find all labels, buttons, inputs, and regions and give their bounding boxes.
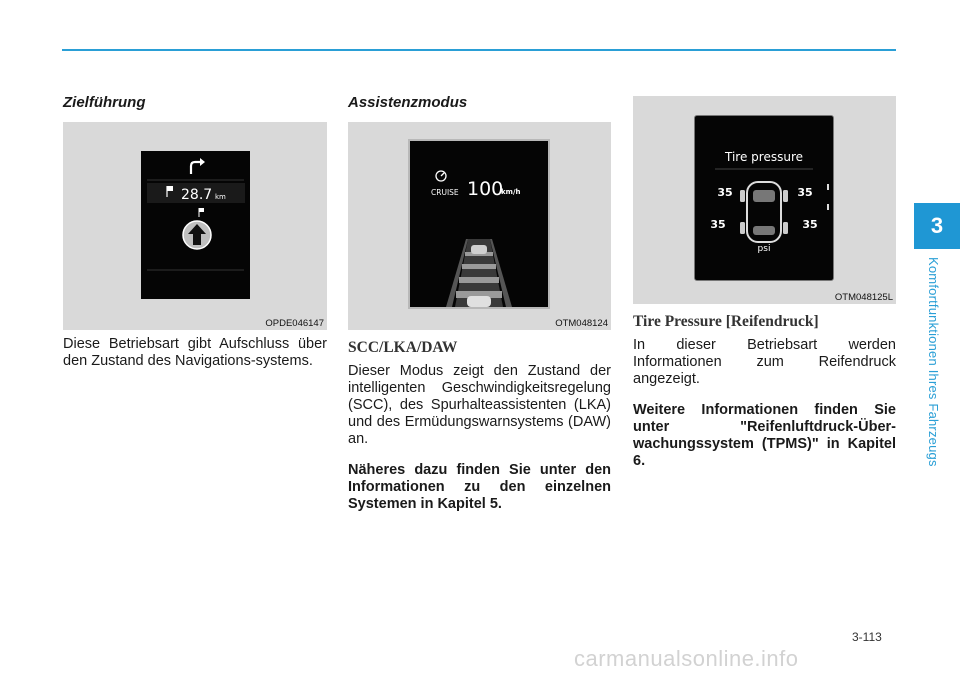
tire-pressure-title: Tire pressure — [725, 150, 803, 164]
assist-description: Dieser Modus zeigt den Zustand der intelligenten Geschwindigkeitsregelung (SCC), des Spurhalteassistenten (LKA) und des Ermüdungswarnsystems (DAW) an. — [348, 363, 611, 447]
tire-pressure-description: In dieser Betriebsart werden Informationen zum Reifendruck angezeigt. — [633, 337, 896, 387]
chapter-number-tab: 3 — [914, 203, 960, 249]
navigation-figure — [63, 122, 327, 330]
chapter-title: Komfortfunktionen Ihres Fahrzeugs — [926, 257, 941, 467]
tire-front-right: 35 — [797, 186, 813, 199]
subsection-heading-tire-pressure: Tire Pressure [Reifendruck] — [633, 313, 819, 330]
tire-pressure-note: Weitere Informationen finden Sie unter "Reifenluftdruck-Über-wachungssystem (TPMS)" in Kapitel 6. — [633, 402, 896, 469]
column-navigation — [63, 88, 327, 370]
figure-code: OPDE046147 — [265, 318, 324, 329]
cruise-label: CRUISE — [431, 188, 459, 197]
section-title-assist: Assistenzmodus — [348, 94, 468, 111]
turn-right-arrow-icon — [191, 158, 205, 174]
tire-front-left: 35 — [717, 186, 733, 199]
section-title-navigation: Zielführung — [63, 94, 146, 111]
tire-rear-right: 35 — [802, 218, 818, 231]
page-number: 3-113 — [852, 630, 882, 644]
subsection-heading-scc: SCC/LKA/DAW — [348, 339, 458, 356]
figure-code: OTM048124 — [555, 318, 608, 329]
assist-display — [408, 139, 550, 309]
tire-unit: psi — [757, 244, 771, 254]
tire-rear-left: 35 — [710, 218, 726, 231]
assist-figure — [348, 122, 611, 330]
chapter-title-vertical — [926, 257, 946, 497]
navigation-display — [141, 151, 250, 299]
navigation-description: Diese Betriebsart gibt Aufschluss über den Zustand des Navigations-systems. — [63, 336, 327, 369]
lane-graphic — [446, 239, 512, 307]
tire-pressure-display — [694, 115, 834, 281]
speed-unit: km/h — [501, 188, 521, 196]
tire-pressure-figure — [633, 96, 896, 304]
car-top-view-icon — [740, 182, 788, 242]
header-rule — [62, 49, 896, 51]
distance-value: 28.7 — [181, 187, 213, 203]
cruise-control-icon — [436, 171, 446, 181]
distance-unit: km — [215, 193, 226, 201]
assist-note: Näheres dazu finden Sie unter den Informationen zu den einzelnen Systemen in Kapitel 5. — [348, 462, 611, 512]
watermark: carmanualsonline.info — [574, 646, 799, 671]
figure-code: OTM048125L — [834, 292, 893, 303]
column-tire-pressure — [633, 96, 896, 470]
column-assist — [348, 88, 611, 513]
speed-value: 100 — [467, 178, 504, 200]
destination-flag-small-icon — [199, 208, 204, 217]
